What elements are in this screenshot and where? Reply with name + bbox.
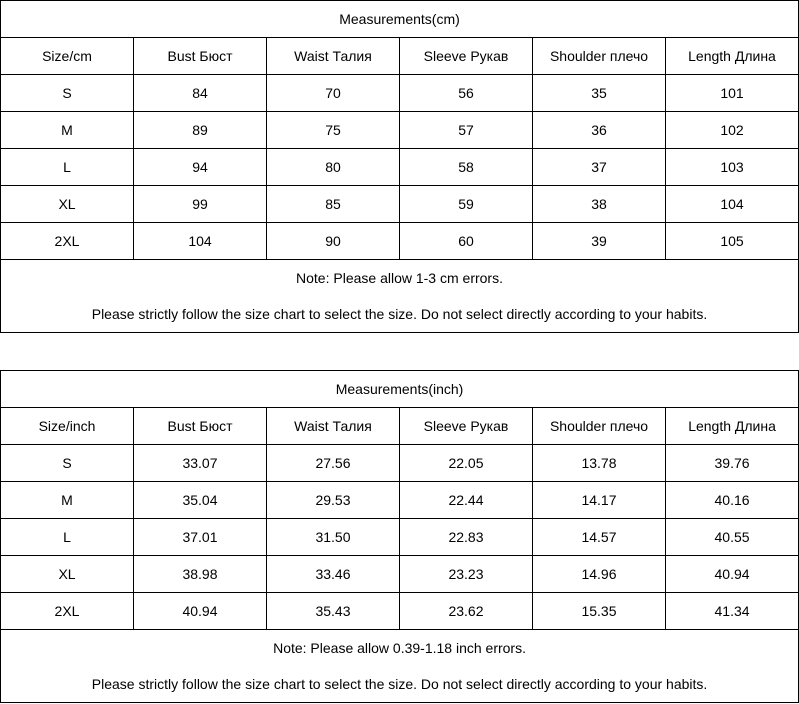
- size-label-cell: L: [1, 149, 134, 186]
- measurement-cell: 39: [533, 223, 666, 260]
- column-header: Shoulder плечо: [533, 38, 666, 75]
- table-header-row: [1, 408, 799, 445]
- table-row: [1, 223, 799, 260]
- measurement-cell: 37: [533, 149, 666, 186]
- measurement-cell: 40.94: [666, 556, 799, 593]
- measurement-cell: 60: [400, 223, 533, 260]
- column-header: Sleeve Рукав: [400, 408, 533, 445]
- column-header: Waist Талия: [267, 408, 400, 445]
- measurement-cell: 35: [533, 75, 666, 112]
- measurement-cell: 40.55: [666, 519, 799, 556]
- notice-row: [1, 296, 799, 333]
- measurement-cell: 15.35: [533, 593, 666, 630]
- table-header-row: [1, 38, 799, 75]
- measurement-cell: 39.76: [666, 445, 799, 482]
- size-chart-cm-body: [1, 1, 799, 333]
- measurement-cell: 41.34: [666, 593, 799, 630]
- measurement-cell: 31.50: [267, 519, 400, 556]
- table-row: [1, 482, 799, 519]
- table-row: [1, 445, 799, 482]
- column-header: Length Длина: [666, 38, 799, 75]
- measurement-cell: 94: [134, 149, 267, 186]
- table-title-row: [1, 1, 799, 38]
- size-label-cell: S: [1, 75, 134, 112]
- measurement-cell: 35.04: [134, 482, 267, 519]
- table-title: Measurements(inch): [1, 371, 799, 408]
- measurement-cell: 22.83: [400, 519, 533, 556]
- size-selection-notice: Please strictly follow the size chart to select the size. Do not select directly according to your habits.: [1, 666, 799, 703]
- size-chart-inch-body: [1, 371, 799, 703]
- table-row: [1, 519, 799, 556]
- table-row: [1, 112, 799, 149]
- measurement-cell: 102: [666, 112, 799, 149]
- table-row: [1, 186, 799, 223]
- size-label-cell: L: [1, 519, 134, 556]
- measurement-cell: 101: [666, 75, 799, 112]
- measurement-cell: 85: [267, 186, 400, 223]
- measurement-cell: 22.44: [400, 482, 533, 519]
- size-label-cell: M: [1, 112, 134, 149]
- error-note: Note: Please allow 0.39-1.18 inch errors.: [1, 630, 799, 667]
- size-label-cell: 2XL: [1, 593, 134, 630]
- measurement-cell: 36: [533, 112, 666, 149]
- notice-row: [1, 666, 799, 703]
- measurement-cell: 14.57: [533, 519, 666, 556]
- measurement-cell: 89: [134, 112, 267, 149]
- table-title-row: [1, 371, 799, 408]
- measurement-cell: 33.46: [267, 556, 400, 593]
- measurement-cell: 59: [400, 186, 533, 223]
- table-title: Measurements(cm): [1, 1, 799, 38]
- measurement-cell: 33.07: [134, 445, 267, 482]
- size-label-cell: XL: [1, 556, 134, 593]
- table-row: [1, 149, 799, 186]
- size-label-cell: XL: [1, 186, 134, 223]
- measurement-cell: 14.96: [533, 556, 666, 593]
- measurement-cell: 13.78: [533, 445, 666, 482]
- measurement-cell: 40.94: [134, 593, 267, 630]
- size-chart-cm-table: [0, 0, 799, 333]
- measurement-cell: 70: [267, 75, 400, 112]
- measurement-cell: 27.56: [267, 445, 400, 482]
- size-chart-inch-table: [0, 370, 799, 703]
- column-header: Size/cm: [1, 38, 134, 75]
- measurement-cell: 105: [666, 223, 799, 260]
- measurement-cell: 75: [267, 112, 400, 149]
- measurement-cell: 84: [134, 75, 267, 112]
- measurement-cell: 99: [134, 186, 267, 223]
- table-row: [1, 593, 799, 630]
- column-header: Sleeve Рукав: [400, 38, 533, 75]
- note-row: [1, 260, 799, 297]
- size-label-cell: M: [1, 482, 134, 519]
- measurement-cell: 90: [267, 223, 400, 260]
- measurement-cell: 22.05: [400, 445, 533, 482]
- size-label-cell: 2XL: [1, 223, 134, 260]
- measurement-cell: 38.98: [134, 556, 267, 593]
- measurement-cell: 35.43: [267, 593, 400, 630]
- size-selection-notice: Please strictly follow the size chart to select the size. Do not select directly according to your habits.: [1, 296, 799, 333]
- measurement-cell: 23.62: [400, 593, 533, 630]
- table-row: [1, 556, 799, 593]
- table-row: [1, 75, 799, 112]
- measurement-cell: 57: [400, 112, 533, 149]
- note-row: [1, 630, 799, 667]
- column-header: Length Длина: [666, 408, 799, 445]
- column-header: Waist Талия: [267, 38, 400, 75]
- measurement-cell: 29.53: [267, 482, 400, 519]
- measurement-cell: 104: [666, 186, 799, 223]
- measurement-cell: 23.23: [400, 556, 533, 593]
- measurement-cell: 56: [400, 75, 533, 112]
- measurement-cell: 40.16: [666, 482, 799, 519]
- error-note: Note: Please allow 1-3 cm errors.: [1, 260, 799, 297]
- size-label-cell: S: [1, 445, 134, 482]
- column-header: Bust Бюст: [134, 408, 267, 445]
- measurement-cell: 38: [533, 186, 666, 223]
- measurement-cell: 80: [267, 149, 400, 186]
- measurement-cell: 37.01: [134, 519, 267, 556]
- measurement-cell: 14.17: [533, 482, 666, 519]
- measurement-cell: 104: [134, 223, 267, 260]
- column-header: Bust Бюст: [134, 38, 267, 75]
- measurement-cell: 58: [400, 149, 533, 186]
- column-header: Size/inch: [1, 408, 134, 445]
- measurement-cell: 103: [666, 149, 799, 186]
- column-header: Shoulder плечо: [533, 408, 666, 445]
